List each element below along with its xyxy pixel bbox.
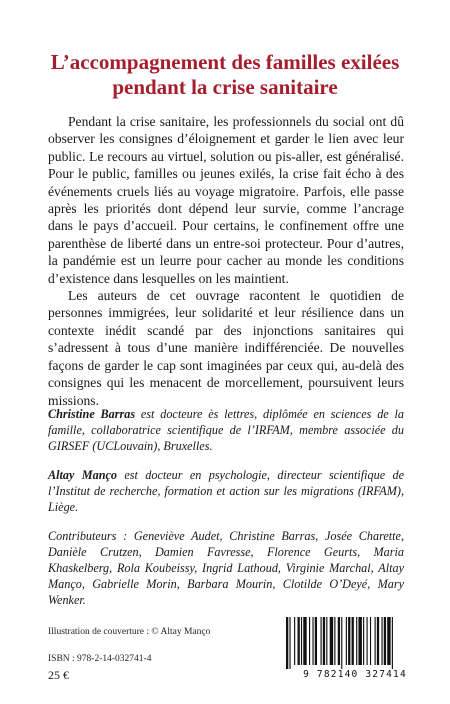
bio-text-2: est docteur en psychologie, directeur scientifique de l’Institut de recherche, formation et action sur les migrations (IRFAM), Liège. [48, 468, 404, 514]
author-bios [48, 406, 404, 621]
barcode-bar [356, 617, 357, 665]
barcode-bar [309, 617, 310, 665]
barcode-bar [377, 617, 379, 665]
barcode-bar [381, 617, 382, 665]
blurb [48, 113, 404, 409]
barcode-bar [392, 617, 393, 669]
barcode-bar [315, 617, 317, 665]
barcode-bar [346, 617, 347, 665]
barcode-bar [330, 617, 333, 665]
price: 25 € [48, 668, 69, 682]
barcode-bar [303, 617, 306, 665]
barcode-bar [312, 617, 313, 665]
barcode-bars-icon [280, 615, 430, 669]
bio-text-1: est docteure ès lettres, diplômée en sciences de la famille, collaboratrice scientifique de l’IRFAM, membre associée du GIRSEF (UCLouvain), Bruxelles. [48, 407, 404, 453]
barcode-bar [289, 617, 290, 669]
author-name-2: Altay Manço [48, 468, 117, 482]
barcode-bar [384, 617, 386, 665]
bio-christine-barras [48, 406, 404, 454]
blurb-paragraph-1: Pendant la crise sanitaire, les professionnels du social ont dû observer les consignes d’éloignement et garder le lien avec leur public. Le recours au virtuel, solution ou pis-aller, est généralisé. Pour le public, familles ou jeunes exilés, la crise fait écho à des événements cruels liés au voyage migratoire. Parfois, elle passe après les priorités dont dépend leur survie, comme l’ancrage dans le pays d’accueil. Pour certains, le confinement offre une parenthèse de liberté dans un entre-soi protecteur. Pour d’autres, la pandémie est un leurre pour cacher au monde les conditions d’existence dans lesquelles on les maintient. [48, 114, 404, 286]
bio-altay-manco [48, 467, 404, 515]
title-line-2: pendant la crise sanitaire [112, 75, 338, 100]
barcode-bar [334, 617, 335, 665]
barcode-bar [352, 617, 354, 665]
barcode-bar [367, 617, 368, 665]
barcode-bar [370, 617, 371, 665]
barcode-bar [358, 617, 361, 665]
barcode-bar [341, 617, 342, 669]
title-line-1: L’accompagnement des familles exilées [50, 50, 400, 75]
barcode-bar [294, 617, 295, 665]
barcode-bar [301, 617, 302, 665]
cover-credit: Illustration de couverture : © Altay Manço [48, 627, 211, 637]
blurb-paragraph-2: Les auteurs de cet ouvrage racontent le quotidien de personnes immigrées, leur solidarité et leur résilience dans un contexte inédit scandé par des injonctions sanitaires qui s’adressent à tous d’une manière indifférenciée. De nouvelles façons de garder le cap sont imaginées par ceux qui, au-delà des consignes qui les menacent de morcellement, poursuivent leurs missions. [48, 288, 404, 408]
barcode-bar [298, 617, 300, 665]
barcode [280, 615, 430, 687]
contributors-list: Contributeurs : Geneviève Audet, Christine Barras, Josée Charette, Danièle Crutzen, Damien Favresse, Florence Geurts, Maria Khaskelberg, Rola Koubeissy, Ingrid Lathoud, Virginie Marchal, Altay Manço, Gabrielle Morin, Barbara Mourin, Clotilde O’Deyé, Mary Wenker. [48, 529, 404, 607]
barcode-bar [323, 617, 325, 665]
barcode-bar [387, 617, 390, 665]
author-name-1: Christine Barras [48, 407, 136, 421]
barcode-bar [363, 617, 364, 665]
isbn: ISBN : 978-2-14-032741-4 [48, 654, 152, 664]
barcode-bar [321, 617, 322, 665]
barcode-bar [338, 617, 340, 665]
barcode-bar [326, 617, 327, 665]
barcode-bar [286, 617, 288, 669]
book-title [30, 50, 420, 100]
barcode-digits: 9 782140 327414 [303, 669, 407, 680]
barcode-bar [348, 617, 350, 665]
barcode-bar [375, 617, 376, 665]
